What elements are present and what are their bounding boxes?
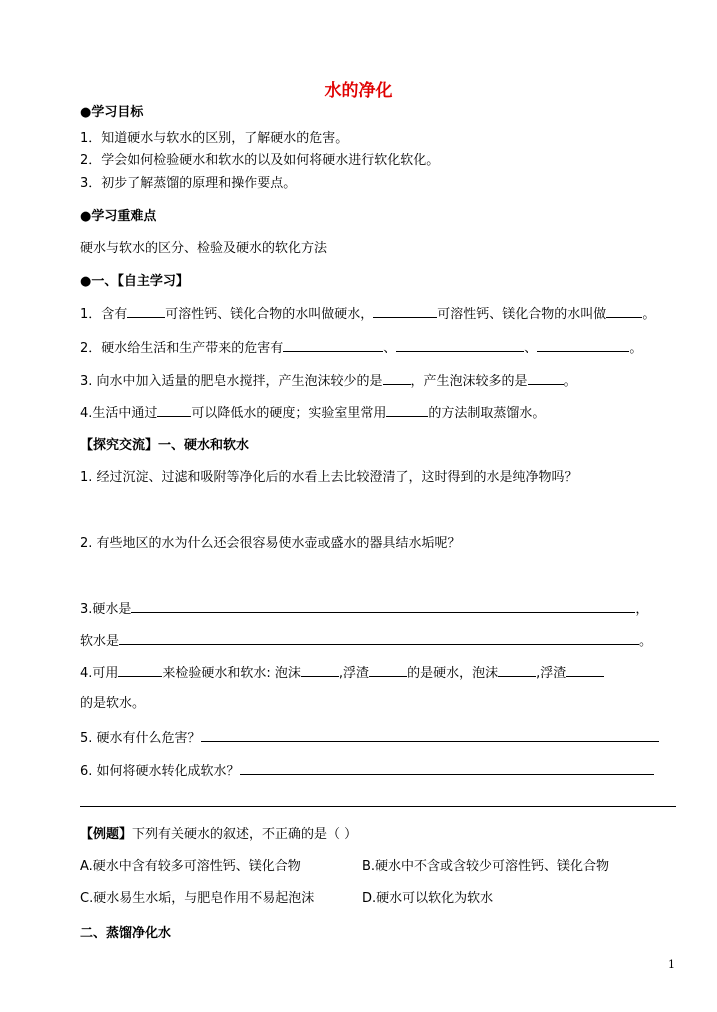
explore-q4 <box>80 664 604 683</box>
q2-blank-2[interactable] <box>396 339 524 352</box>
hard-water-blank[interactable] <box>131 600 635 613</box>
q2-sep-2: 、 <box>524 341 538 356</box>
q4-part-a: 4.生活中通过 <box>80 406 158 421</box>
q1-end: 。 <box>642 307 656 322</box>
q1-part-c: 可溶性钙、镁化合物的水叫做 <box>437 307 607 322</box>
soft-water-blank[interactable] <box>119 632 639 645</box>
q4e-part-b: 来检验硬水和软水: 泡沫 <box>162 666 301 681</box>
goal-3: 3．初步了解蒸馏的原理和操作要点。 <box>80 176 297 191</box>
page-number: 1 <box>668 958 675 971</box>
self-study-q4 <box>80 404 545 423</box>
section-2-heading: 二、蒸馏净化水 <box>80 926 172 941</box>
q4e-blank-1[interactable] <box>118 664 162 677</box>
explore-q3-soft <box>80 632 652 651</box>
q3-blank-1[interactable] <box>383 372 411 385</box>
goal-2: 2．学会如何检验硬水和软水的以及如何将硬水进行软化软化。 <box>80 153 440 168</box>
q5-text: 5. 硬水有什么危害？ <box>80 731 201 746</box>
q3-part-b: ，产生泡沫较多的是 <box>410 374 528 389</box>
goal-1: 1．知道硬水与软水的区别，了解硬水的危害。 <box>80 131 349 146</box>
explore-q1: 1. 经过沉淀、过滤和吸附等净化后的水看上去比较澄清了，这时得到的水是纯净物吗？ <box>80 470 578 485</box>
q6-answer-line[interactable] <box>80 806 676 807</box>
q3-hard-end: ， <box>635 602 649 617</box>
q4e-part-e: ,浮渣 <box>536 666 567 681</box>
self-study-q1 <box>80 305 655 324</box>
option-b: B.硬水中不含或含较少可溶性钙、镁化合物 <box>362 859 610 874</box>
q4-blank-2[interactable] <box>386 404 428 417</box>
q2-blank-3[interactable] <box>537 339 629 352</box>
q4e-blank-2[interactable] <box>301 664 339 677</box>
key-heading: ●学习重难点 <box>80 209 157 224</box>
explore-q3-hard <box>80 600 648 619</box>
q1-blank-1[interactable] <box>127 305 165 318</box>
q4-blank-1[interactable] <box>157 404 191 417</box>
q3-part-a: 3. 向水中加入适量的肥皂水搅拌，产生泡沫较少的是 <box>80 374 383 389</box>
q3-hard-label: 3.硬水是 <box>80 602 132 617</box>
self-study-q2 <box>80 339 642 358</box>
self-study-q3 <box>80 372 577 391</box>
q4-part-c: 的方法制取蒸馏水。 <box>428 406 546 421</box>
option-d: D.硬水可以软化为软水 <box>362 891 494 906</box>
q4e-blank-5[interactable] <box>566 664 604 677</box>
q3-soft-label: 软水是 <box>80 634 120 649</box>
example-bracket: 【例题】 <box>80 827 133 842</box>
explore-q5 <box>80 729 659 748</box>
q3-end: 。 <box>563 374 577 389</box>
q6-blank[interactable] <box>240 762 654 775</box>
page-title: 水的净化 <box>324 81 393 101</box>
q3-blank-2[interactable] <box>528 372 564 385</box>
explore-heading-bracket: 【探究交流】 <box>80 438 159 453</box>
q4e-blank-3[interactable] <box>369 664 407 677</box>
option-a: A.硬水中含有较多可溶性钙、镁化合物 <box>80 859 301 874</box>
option-c: C.硬水易生水垢，与肥皂作用不易起泡沫 <box>80 891 315 906</box>
goals-heading: ●学习目标 <box>80 105 144 120</box>
q2-blank-1[interactable] <box>283 339 383 352</box>
key-text: 硬水与软水的区分、检验及硬水的软化方法 <box>80 241 328 256</box>
q6-text: 6. 如何将硬水转化成软水？ <box>80 764 240 779</box>
explore-q6 <box>80 762 654 781</box>
q1-blank-2[interactable] <box>373 305 437 318</box>
q2-sep-1: 、 <box>383 341 397 356</box>
explore-heading-text: 一、硬水和软水 <box>158 438 250 453</box>
q4-part-b: 可以降低水的硬度；实验室里常用 <box>191 406 387 421</box>
q1-part-a: 1．含有 <box>80 307 128 322</box>
explore-q2: 2. 有些地区的水为什么还会很容易使水壶或盛水的器具结水垢呢？ <box>80 536 461 551</box>
self-study-heading: ●一、【自主学习】 <box>80 274 189 289</box>
example-question <box>80 826 357 844</box>
q4e-part-d: 的是硬水，泡沫 <box>407 666 499 681</box>
q4e-blank-4[interactable] <box>498 664 536 677</box>
explore-q4-cont: 的是软水。 <box>80 696 146 711</box>
q3-soft-end: 。 <box>639 634 653 649</box>
q1-part-b: 可溶性钙、镁化合物的水叫做硬水， <box>165 307 374 322</box>
q1-blank-3[interactable] <box>606 305 642 318</box>
q5-blank[interactable] <box>201 729 659 742</box>
q4e-part-c: ,浮渣 <box>338 666 370 681</box>
q2-part-a: 2．硬水给生活和生产带来的危害有 <box>80 341 284 356</box>
explore-heading <box>80 437 249 455</box>
example-question-text: 下列有关硬水的叙述，不正确的是（ ） <box>132 827 358 842</box>
q4e-part-a: 4.可用 <box>80 666 119 681</box>
q2-end: 。 <box>629 341 643 356</box>
